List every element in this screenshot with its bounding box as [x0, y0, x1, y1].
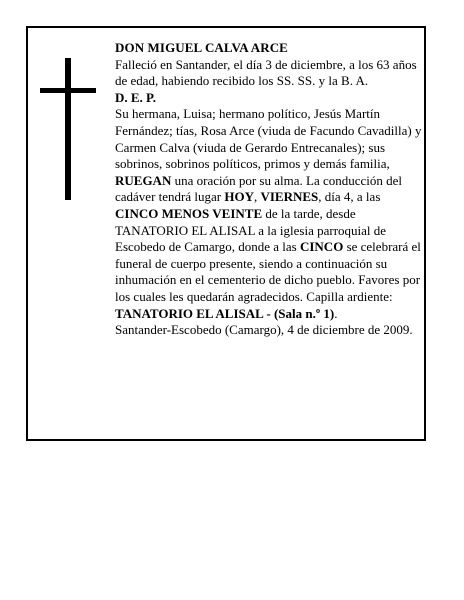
viernes-label: VIERNES [260, 189, 319, 205]
notice-text [115, 40, 424, 339]
request-text-4: se celebrará el funeral de cuerpo presente, siendo a continuación su inhumación en el cementerio de dicho pueblo. Favores por los cuales les quedarán agradecidos. Capilla ardiente: [115, 239, 421, 304]
request-paragraph [115, 173, 424, 322]
request-text-5: . [334, 305, 338, 321]
hoy-label: HOY [224, 189, 254, 205]
chapel-location: TANATORIO EL ALISAL - (Sala n.º 1) [115, 305, 335, 321]
cross-icon [40, 58, 96, 200]
mourners-text: Su hermana, Luisa; hermano político, Jesús Martín Fernández; tías, Rosa Arce (viuda de Facundo Cavadilla) y Carmen Calva (viuda de Gerardo Entrecanales); sus sobrinos, sobrinos políticos, primos y demás familia, [115, 106, 422, 172]
rip-text: D. E. P. [115, 89, 157, 105]
deceased-name: DON MIGUEL CALVA ARCE [115, 40, 288, 55]
service-time: CINCO MENOS VEINTE [115, 205, 263, 221]
ruegan-label: RUEGAN [115, 172, 172, 188]
request-comma: , [253, 189, 261, 205]
cross-vertical-bar [65, 58, 71, 200]
request-text-1: una oración por su alma. La conducción del cadáver tendrá lugar [115, 172, 403, 205]
funeral-time: CINCO [299, 239, 344, 255]
death-notice: Falleció en Santander, el día 3 de diciembre, a los 63 años de edad, habiendo recibido los SS. SS. y la B. A. [115, 56, 417, 89]
place-date: Santander-Escobedo (Camargo), 4 de diciembre de 2009. [115, 322, 413, 338]
cross-horizontal-bar [40, 88, 96, 93]
request-text-3: de la tarde, desde TANATORIO EL ALISAL a la iglesia parroquial de Escobedo de Camargo, donde a las [115, 205, 387, 255]
request-text-2: , día 4, a las [318, 189, 381, 205]
obituary-notice [26, 26, 426, 441]
